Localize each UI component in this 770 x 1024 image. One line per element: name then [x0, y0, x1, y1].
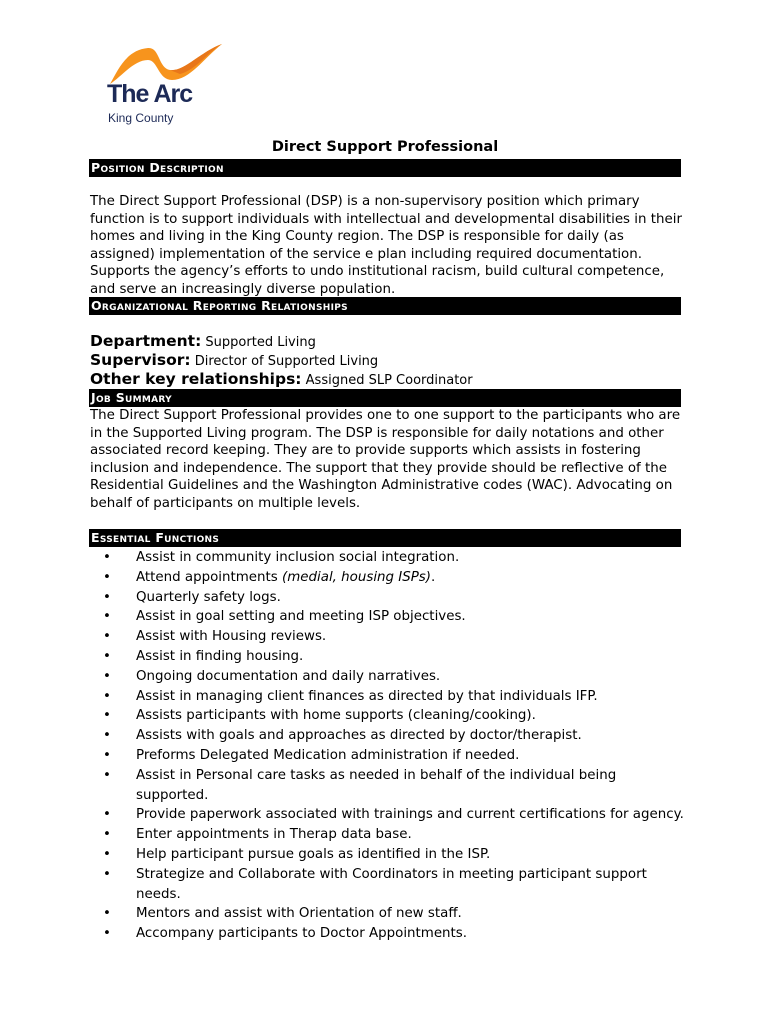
list-item: • Attend appointments (medial, housing ISPs). [90, 568, 684, 588]
list-item: • Help participant pursue goals as identified in the ISP. [90, 845, 684, 865]
section-heading-essential: Essential Functions [89, 529, 681, 547]
logo-name: The Arc [107, 80, 193, 108]
section-heading-job: Job Summary [89, 389, 681, 407]
list-item: • Strategize and Collaborate with Coordinators in meeting participant support needs. [90, 865, 684, 905]
list-item: • Quarterly safety logs. [90, 588, 684, 608]
supervisor-row [90, 351, 378, 371]
list-item: • Assist with Housing reviews. [90, 627, 684, 647]
job-summary-text: The Direct Support Professional provides one to one support to the participants who are in the Supported Living program. The DSP is responsible for daily notations and other associated record keeping. They are to provide supports which assists in fostering inclusion and independence. The support that they provide should be reflective of the Residential Guidelines and the Washington Administrative codes (WAC). Advocating on behalf of participants on multiple levels. [90, 408, 681, 511]
page-title: Direct Support Professional [271, 139, 499, 155]
department-row [90, 332, 316, 352]
list-item: • Mentors and assist with Orientation of new staff. [90, 904, 684, 924]
list-item: • Assist in community inclusion social integration. [90, 548, 684, 568]
department-value: Supported Living [201, 335, 316, 350]
position-description-text: The Direct Support Professional (DSP) is a non-supervisory position which primary function is to support individuals with intellectual and developmental disabilities in their homes and living in the King County region. The DSP is responsible for daily (as assigned) implementation of the service e plan including required documentation. Supports the agency’s efforts to undo institutional racism, build cultural competence, and serve an increasingly diverse population. [90, 194, 682, 297]
supervisor-label: Supervisor: [90, 351, 191, 369]
list-item: • Assists with goals and approaches as directed by doctor/therapist. [90, 726, 684, 746]
list-item: • Ongoing documentation and daily narratives. [90, 667, 684, 687]
list-item: • Assists participants with home supports (cleaning/cooking). [90, 706, 684, 726]
supervisor-value: Director of Supported Living [190, 354, 379, 369]
list-item: • Preforms Delegated Medication administration if needed. [90, 746, 684, 766]
other-relationships-value: Assigned SLP Coordinator [301, 373, 473, 388]
list-item: • Assist in managing client finances as directed by that individuals IFP. [90, 687, 684, 707]
list-item: • Assist in finding housing. [90, 647, 684, 667]
list-item: • Accompany participants to Doctor Appointments. [90, 924, 684, 944]
department-label: Department: [90, 332, 202, 350]
logo-subtitle: King County [108, 111, 174, 125]
section-heading-org: Organizational Reporting Relationships [89, 297, 681, 315]
list-item: • Assist in goal setting and meeting ISP objectives. [90, 607, 684, 627]
list-item: • Assist in Personal care tasks as needed in behalf of the individual being supported. [90, 766, 684, 806]
other-relationships-row [90, 370, 473, 390]
other-relationships-label: Other key relationships: [90, 370, 302, 388]
list-item: • Provide paperwork associated with trainings and current certifications for agency. [90, 805, 684, 825]
section-heading-position: Position Description [89, 159, 681, 177]
arc-logo [104, 40, 234, 130]
essential-functions-list [90, 548, 684, 944]
list-item: • Enter appointments in Therap data base. [90, 825, 684, 845]
